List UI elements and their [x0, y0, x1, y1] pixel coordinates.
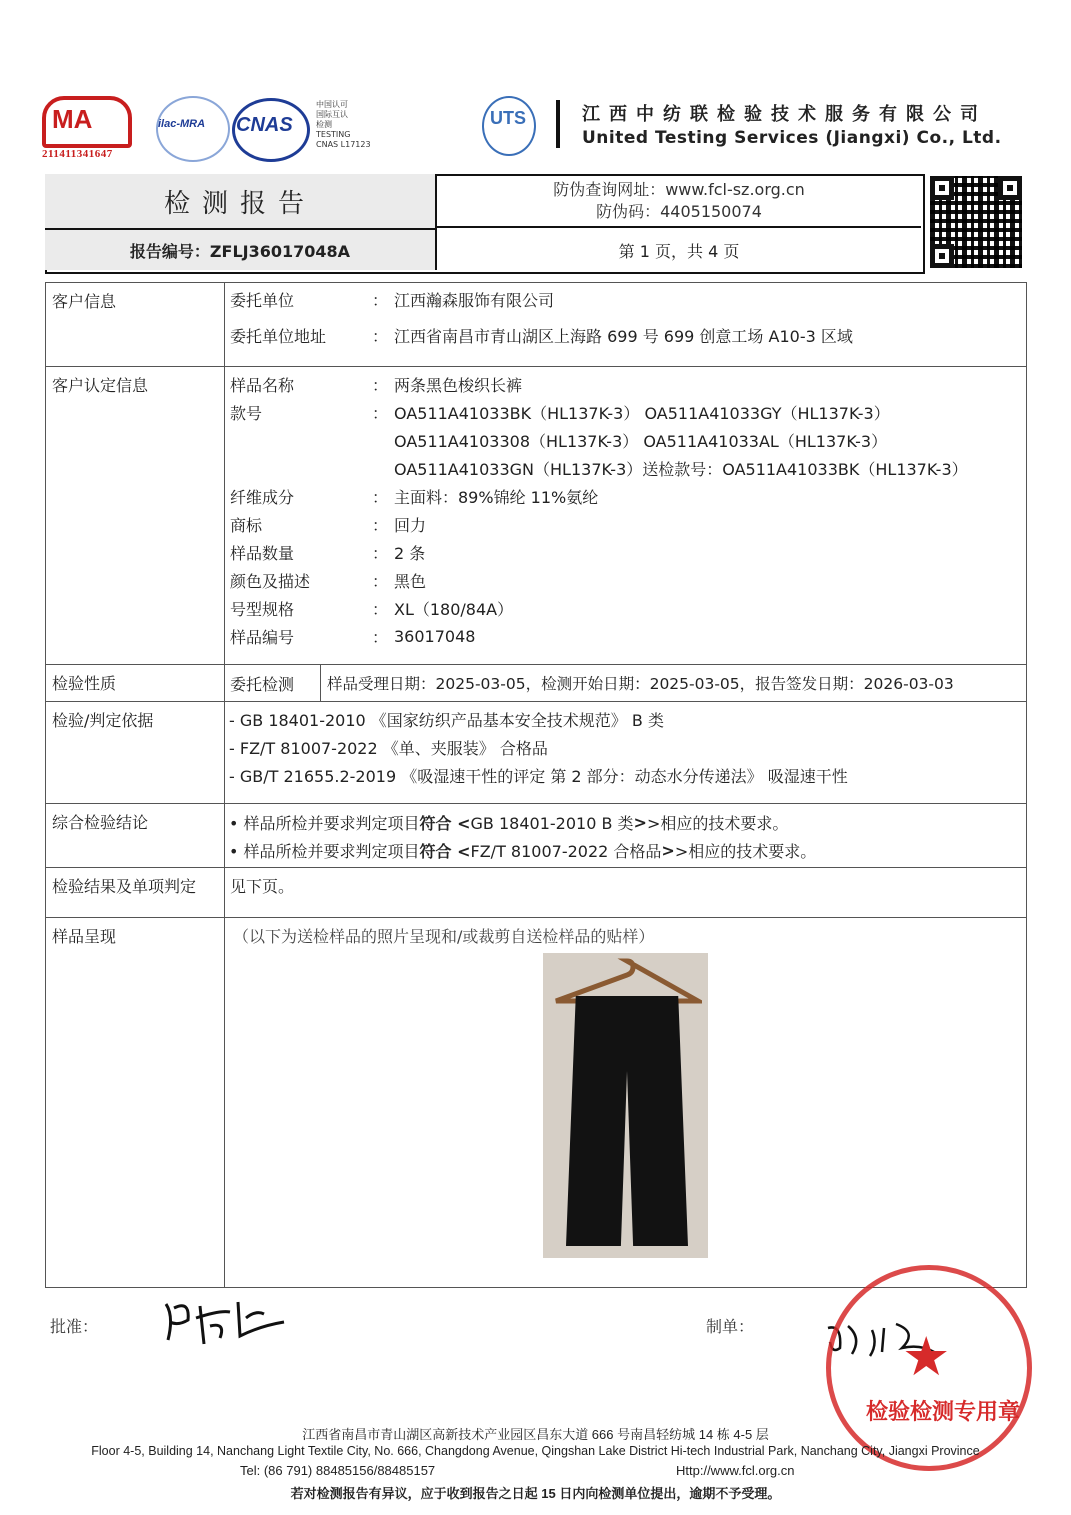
field-key: 样品数量	[230, 543, 295, 563]
seal-text: 检验检测专用章	[866, 1400, 1021, 1425]
basis-item: - GB 18401-2010 《国家纺织产品基本安全技术规范》 B 类	[229, 710, 664, 730]
sample-field: 纤维成分 ： 主面料：89%锦纶 11%氨纶	[225, 482, 1026, 510]
footer-address-en: Floor 4-5, Building 14, Nanchang Light Textile City, No. 666, Changdong Avenue, Qingshan Lake District Hi-tech Industrial Park, Nanchang City, Jiangxi Province	[91, 1444, 980, 1458]
anti-fake-info	[437, 174, 921, 228]
sample-row	[46, 367, 1027, 665]
report-table	[45, 282, 1027, 1288]
report-title: 检测报告	[45, 174, 437, 230]
approve-label: 批准：	[50, 1317, 99, 1336]
field-value: 2 条	[394, 543, 426, 563]
field-value: 36017048	[394, 626, 476, 646]
conclusion-item: • 样品所检并要求判定项目 符合 < GB 18401-2010 B 类 > >相应的技术要求。	[229, 812, 789, 833]
cnas-caption-line: TESTING	[316, 130, 351, 139]
footer-address-cn: 江西省南昌市青山湖区高新技术产业园区昌东大道 666 号南昌轻纺城 14 栋 4-5 层	[302, 1427, 769, 1442]
basis-label: 检验/判定依据	[46, 702, 225, 804]
client-label: 客户信息	[46, 283, 225, 367]
logo-divider	[556, 100, 560, 148]
ilac-logo-text: ilac-MRA	[158, 118, 206, 130]
approver-signature	[160, 1296, 290, 1350]
conclusion-item: • 样品所检并要求判定项目 符合 < FZ/T 81007-2022 合格品 > >相应的技术要求。	[229, 840, 817, 861]
sample-field: 商标 ： 回力	[225, 510, 1026, 538]
style-line: OA511A41033BK（HL137K-3） OA511A41033GY（HL137K-3）	[394, 403, 890, 423]
sample-field: 颜色及描述 ： 黑色	[225, 566, 1026, 594]
results-label: 检验结果及单项判定	[46, 868, 225, 918]
results-row	[46, 868, 1027, 918]
field-value: 黑色	[394, 571, 427, 591]
nature-row	[46, 665, 1027, 702]
cnas-caption-line: CNAS L17123	[316, 140, 371, 149]
presentation-label: 样品呈现	[46, 918, 225, 1288]
cma-number: 211411341647	[42, 148, 113, 160]
field-key: 商标	[230, 515, 263, 535]
company-name-en: United Testing Services (Jiangxi) Co., Ltd.	[582, 128, 1002, 148]
client-field: 委托单位 ： 江西瀚森服饰有限公司	[225, 285, 1026, 313]
field-key: 委托单位地址	[230, 326, 327, 346]
field-value: 主面料：89%锦纶 11%氨纶	[394, 487, 599, 507]
style-line: OA511A4103308（HL137K-3） OA511A41033AL（HL137K-3）	[394, 431, 888, 451]
field-value: XL（180/84A）	[394, 599, 514, 619]
qr-finder	[930, 244, 954, 268]
nature-type: 委托检测	[225, 665, 321, 701]
basis-item: - FZ/T 81007-2022 《单、夹服装》 合格品	[229, 738, 548, 758]
cnas-caption-line: 国际互认	[316, 110, 348, 119]
field-value: 江西瀚森服饰有限公司	[394, 290, 555, 310]
field-value: 回力	[394, 515, 427, 535]
footer-tel: Tel: (86 791) 88485156/88485157	[240, 1463, 436, 1478]
field-key: 纤维成分	[230, 487, 295, 507]
qr-finder	[930, 176, 954, 200]
sample-label: 客户认定信息	[46, 367, 225, 665]
nature-label: 检验性质	[46, 665, 225, 702]
presentation-row	[46, 918, 1027, 1288]
nature-content	[225, 665, 1026, 701]
cnas-caption-line: 检测	[316, 120, 332, 129]
client-field: 委托单位地址 ： 江西省南昌市青山湖区上海路 699 号 699 创意工场 A10-3 区域	[225, 321, 1026, 349]
style-field: 款号 ： OA511A41033BK（HL137K-3） OA511A41033GY（HL137K-3）	[225, 398, 1026, 426]
sample-field: 样品编号 ： 36017048	[230, 626, 476, 647]
conclusion-label: 综合检验结论	[46, 804, 225, 868]
style-line: OA511A41033GN（HL137K-3）送检款号：OA511A41033BK（HL137K-3）	[394, 459, 968, 479]
qr-code-icon[interactable]	[930, 176, 1022, 268]
field-key: 颜色及描述	[230, 571, 311, 591]
client-row	[46, 283, 1027, 367]
sample-field: 样品名称 ： 两条黑色梭织长裤	[225, 370, 1026, 398]
footer-web[interactable]: Http://www.fcl.org.cn	[676, 1463, 795, 1478]
cma-logo-text: MA	[52, 104, 93, 134]
cnas-caption	[316, 100, 386, 150]
conclusion-row	[46, 804, 1027, 868]
presentation-note: （以下为送检样品的照片呈现和/或裁剪自送检样品的贴样）	[225, 918, 1027, 1288]
report-number: 报告编号：ZFLJ36017048A	[45, 230, 437, 270]
verify-url[interactable]: 防伪查询网址：www.fcl-sz.org.cn	[553, 180, 805, 199]
field-value: 两条黑色梭织长裤	[394, 375, 523, 395]
basis-item: - GB/T 21655.2-2019 《吸湿速干性的评定 第 2 部分：动态水分传递法》 吸湿速干性	[229, 766, 848, 786]
field-key: 样品编号	[230, 627, 295, 647]
qr-finder	[998, 176, 1022, 200]
field-key: 号型规格	[230, 599, 295, 619]
field-key: 委托单位	[230, 290, 295, 310]
prepare-label: 制单：	[706, 1317, 755, 1336]
nature-dates: 样品受理日期：2025-03-05，检测开始日期：2025-03-05，报告签发日期：2026-03-03	[327, 675, 954, 693]
field-key: 样品名称	[230, 375, 295, 395]
page-info: 第 1 页，共 4 页	[618, 241, 740, 261]
footer-notice: 若对检测报告有异议，应于收到报告之日起 15 日内向检测单位提出，逾期不予受理。	[290, 1486, 781, 1501]
uts-logo-text: UTS	[490, 108, 526, 128]
company-name-cn: 江西中纺联检验技术服务有限公司	[582, 104, 987, 125]
field-key: 款号	[230, 403, 263, 423]
verify-code: 防伪码：4405150074	[596, 202, 762, 221]
cnas-caption-line: 中国认可	[316, 100, 348, 109]
sample-field: 号型规格 ： XL（180/84A）	[225, 594, 1026, 622]
star-icon: ★	[902, 1325, 951, 1388]
sample-field: 样品数量 ： 2 条	[225, 538, 1026, 566]
results-value: 见下页。	[225, 868, 1027, 918]
cnas-logo-text: CNAS	[236, 114, 293, 136]
basis-row	[46, 702, 1027, 804]
field-value: 江西省南昌市青山湖区上海路 699 号 699 创意工场 A10-3 区域	[394, 326, 853, 346]
